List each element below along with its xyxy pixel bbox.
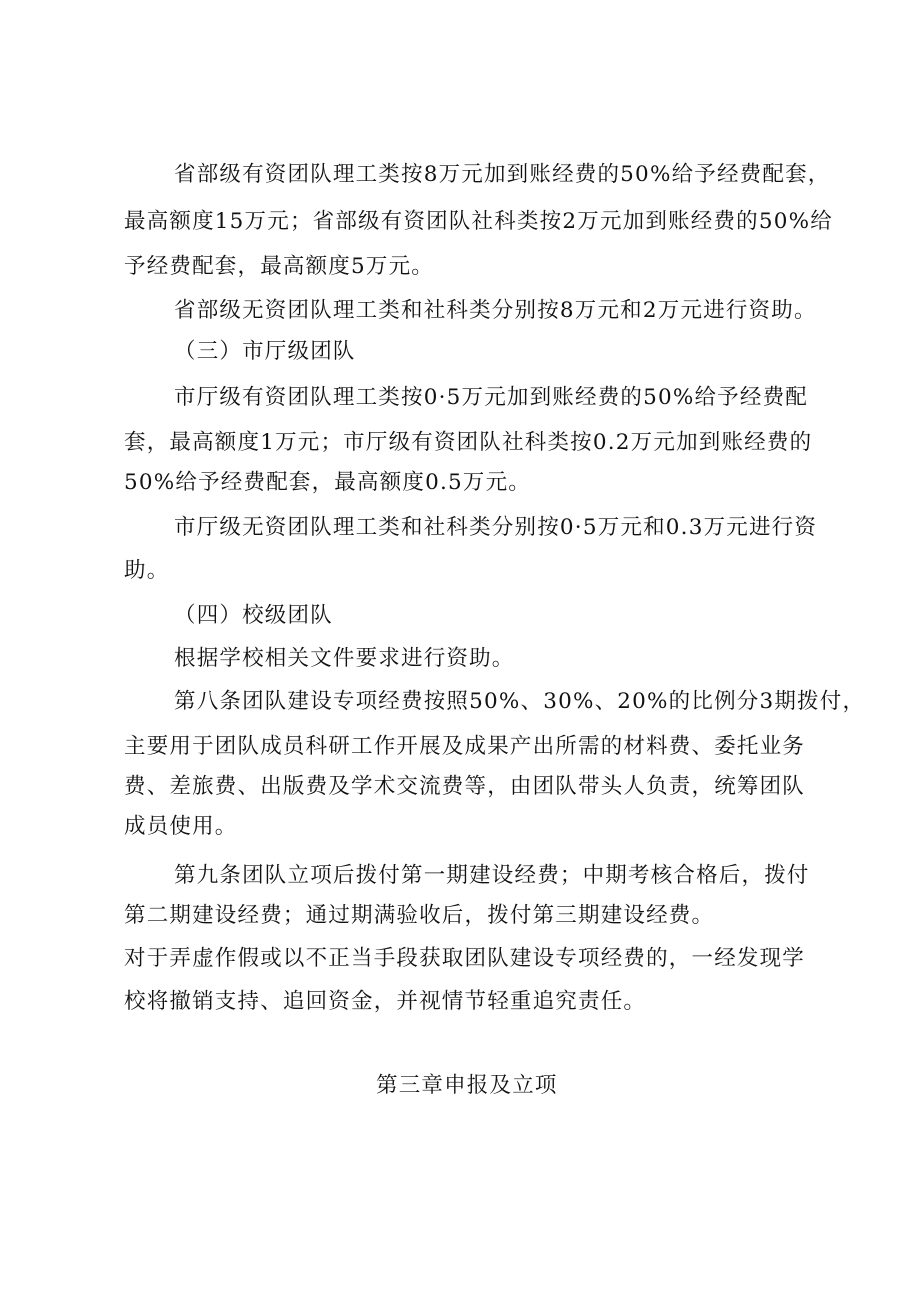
text-line: 费、差旅费、出版费及学术交流费等，由团队带头人负责，统筹团队 — [124, 774, 806, 799]
text-line: 予经费配套，最高额度5万元。 — [124, 254, 434, 279]
text-line: 市厅级无资团队理工类和社科类分别按0·5万元和0.3万元进行资 — [174, 515, 818, 540]
text-line: 市厅级有资团队理工类按0·5万元加到账经费的50%给予经费配 — [174, 385, 808, 410]
text-line: 助。 — [124, 558, 170, 583]
text-line: 成员使用。 — [124, 814, 238, 839]
text-line: 根据学校相关文件要求进行资助。 — [174, 646, 515, 671]
section-heading: （四）校级团队 — [174, 603, 333, 628]
text-line: 主要用于团队成员科研工作开展及成果产出所需的材料费、委托业务 — [124, 734, 806, 759]
text-line: 50%给予经费配套，最高额度0.5万元。 — [124, 470, 531, 495]
text-line: 第八条团队建设专项经费按照50%、30%、20%的比例分3期拨付， — [174, 689, 866, 714]
text-line: 套，最高额度1万元；市厅级有资团队社科类按0.2万元加到账经费的 — [124, 430, 813, 455]
text-line: 第九条团队立项后拨付第一期建设经费；中期考核合格后，拨付 — [174, 863, 810, 888]
text-line: 省部级有资团队理工类按8万元加到账经费的50%给予经费配套， — [174, 162, 831, 187]
section-heading: （三）市厅级团队 — [174, 339, 356, 364]
text-line: 对于弄虚作假或以不正当手段获取团队建设专项经费的，一经发现学 — [124, 946, 806, 971]
text-line: 第二期建设经费；通过期满验收后，拨付第三期建设经费。 — [124, 903, 715, 928]
text-line: 最高额度15万元；省部级有资团队社科类按2万元加到账经费的50%给 — [124, 209, 833, 234]
chapter-heading: 第三章申报及立项 — [376, 1073, 558, 1098]
text-line: 省部级无资团队理工类和社科类分别按8万元和2万元进行资助。 — [174, 298, 817, 323]
text-line: 校将撤销支持、追回资金，并视情节轻重追究责任。 — [124, 989, 647, 1014]
